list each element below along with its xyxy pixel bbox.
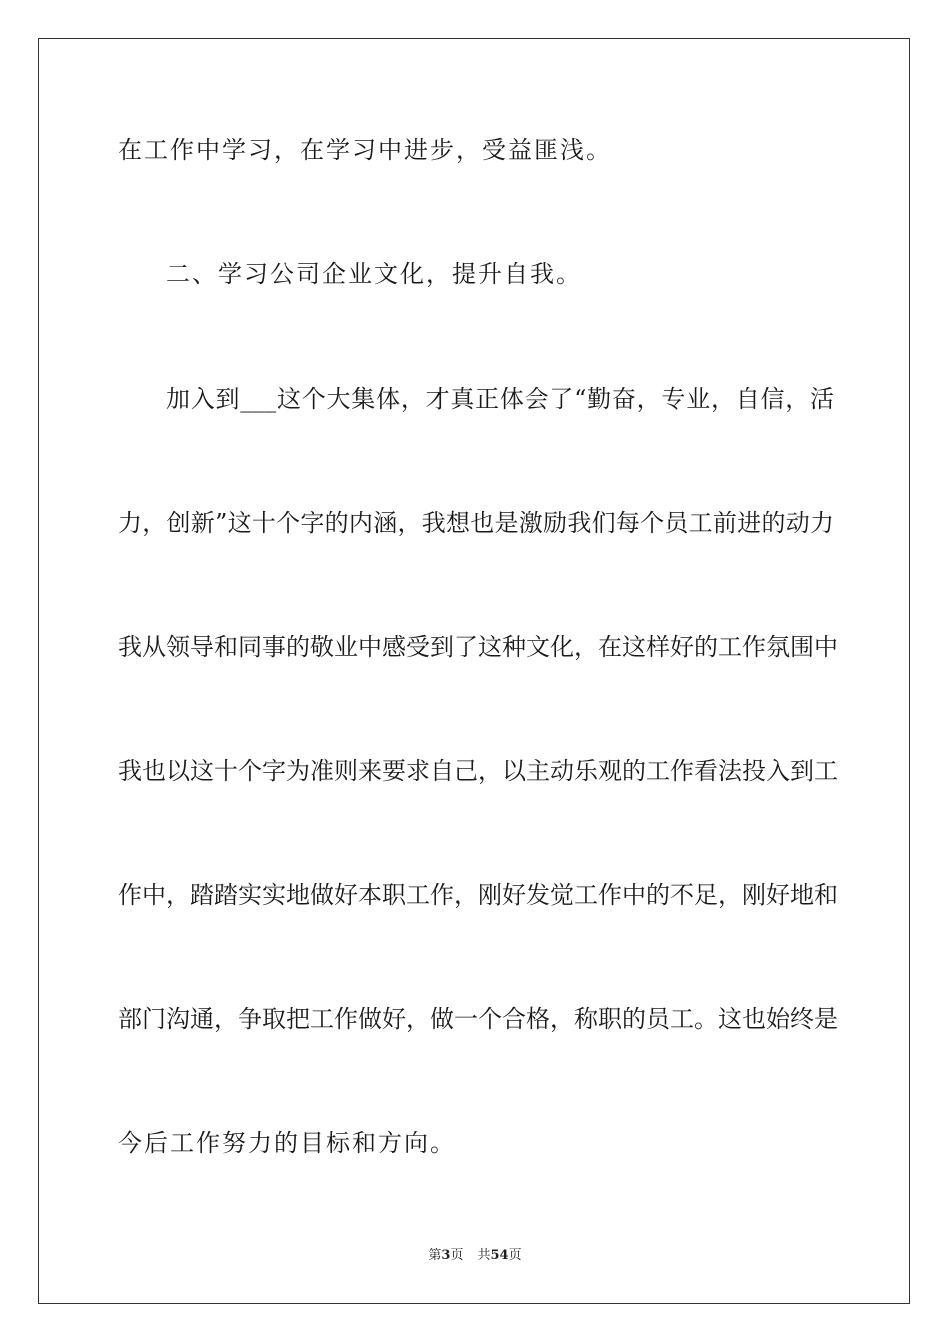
body-line-6: 我也以这十个字为准则来要求自己，以主动乐观的工作看法投入到工 xyxy=(118,757,838,785)
section-heading: 二、学习公司企业文化，提升自我。 xyxy=(166,260,582,288)
total-suffix: 页 xyxy=(508,1248,522,1263)
body-line-9: 今后工作努力的目标和方向。 xyxy=(118,1129,456,1157)
page-prefix: 第 xyxy=(428,1248,442,1263)
page-number: 3 xyxy=(441,1248,451,1263)
body-line-1: 在工作中学习，在学习中进步，受益匪浅。 xyxy=(118,136,612,164)
body-line-7: 作中，踏踏实实地做好本职工作，刚好发觉工作中的不足，刚好地和 xyxy=(118,881,838,909)
body-line-3: 加入到___这个大集体，才真正体会了“勤奋，专业，自信，活 xyxy=(166,385,834,413)
page-border xyxy=(38,38,910,1304)
total-prefix: 共 xyxy=(477,1248,491,1263)
body-line-5: 我从领导和同事的敬业中感受到了这种文化，在这样好的工作氛围中 xyxy=(118,633,838,661)
total-pages: 54 xyxy=(490,1248,509,1263)
page-suffix: 页 xyxy=(450,1248,464,1263)
body-line-8: 部门沟通，争取把工作做好，做一个合格，称职的员工。这也始终是 xyxy=(118,1005,838,1033)
body-line-4: 力，创新”这十个字的内涵，我想也是激励我们每个员工前进的动力 xyxy=(118,509,834,537)
page-footer xyxy=(0,1247,950,1265)
